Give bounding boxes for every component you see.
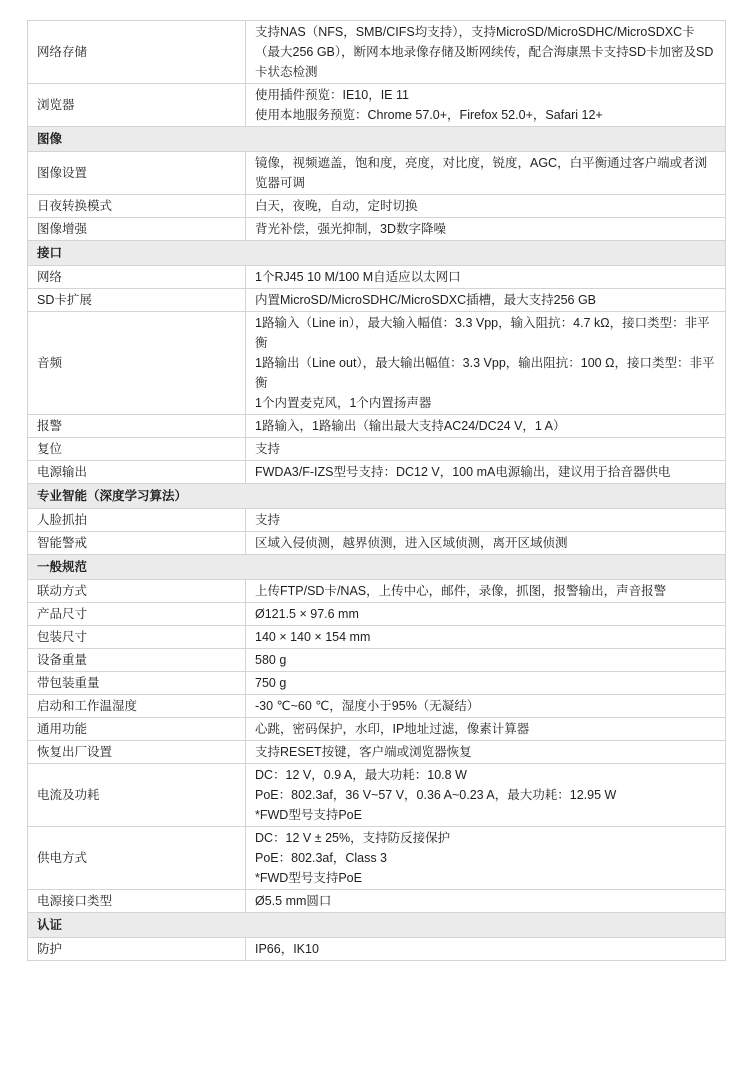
spec-label: 浏览器 (28, 84, 246, 127)
spec-value-line: DC：12 V，0.9 A，最大功耗：10.8 W (255, 768, 467, 782)
table-row (28, 152, 726, 195)
spec-value (246, 195, 726, 218)
spec-value (246, 672, 726, 695)
spec-value-line: 心跳，密码保护，水印，IP地址过滤，像素计算器 (255, 722, 530, 736)
spec-value-line: 背光补偿，强光抑制，3D数字降噪 (255, 222, 446, 236)
spec-value-line: -30 ℃~60 ℃，湿度小于95%（无凝结） (255, 699, 480, 713)
table-row (28, 415, 726, 438)
table-row (28, 218, 726, 241)
spec-value (246, 890, 726, 913)
spec-label: 电流及功耗 (28, 764, 246, 827)
table-row (28, 438, 726, 461)
spec-label: 产品尺寸 (28, 603, 246, 626)
spec-value-line: 1路输出（Line out），最大输出幅值：3.3 Vpp，输出阻抗：100 Ω，接口类型：非平衡 (255, 356, 715, 390)
spec-label: 启动和工作温湿度 (28, 695, 246, 718)
table-row (28, 938, 726, 961)
spec-value-line: 上传FTP/SD卡/NAS，上传中心，邮件，录像，抓图，报警输出，声音报警 (255, 584, 667, 598)
spec-value-line: 内置MicroSD/MicroSDHC/MicroSDXC插槽，最大支持256 GB (255, 293, 597, 307)
table-row (28, 718, 726, 741)
table-row (28, 603, 726, 626)
spec-label: 恢复出厂设置 (28, 741, 246, 764)
spec-value (246, 289, 726, 312)
table-row (28, 626, 726, 649)
spec-label: 网络 (28, 266, 246, 289)
spec-label: 报警 (28, 415, 246, 438)
spec-value-line: IP66，IK10 (255, 942, 319, 956)
table-row (28, 461, 726, 484)
spec-value (246, 580, 726, 603)
spec-label: 设备重量 (28, 649, 246, 672)
spec-label: 联动方式 (28, 580, 246, 603)
spec-value (246, 509, 726, 532)
spec-value (246, 718, 726, 741)
table-row (28, 84, 726, 127)
spec-value (246, 626, 726, 649)
spec-value-line: 支持 (255, 513, 281, 527)
spec-value (246, 218, 726, 241)
spec-label: SD卡扩展 (28, 289, 246, 312)
spec-value (246, 695, 726, 718)
spec-value (246, 266, 726, 289)
table-row (28, 827, 726, 890)
section-header: 接口 (28, 241, 726, 266)
spec-value-line: 140 × 140 × 154 mm (255, 630, 371, 644)
spec-table-body (28, 21, 726, 961)
section-row (28, 241, 726, 266)
spec-label: 网络存储 (28, 21, 246, 84)
section-row (28, 127, 726, 152)
spec-label: 电源输出 (28, 461, 246, 484)
spec-label: 音频 (28, 312, 246, 415)
spec-value-line: 1个RJ45 10 M/100 M自适应以太网口 (255, 270, 461, 284)
spec-value (246, 938, 726, 961)
spec-value-line: 镜像，视频遮盖，饱和度，亮度，对比度，锐度，AGC，白平衡通过客户端或者浏览器可调 (255, 156, 708, 190)
section-row (28, 913, 726, 938)
spec-value (246, 827, 726, 890)
table-row (28, 764, 726, 827)
spec-value (246, 415, 726, 438)
spec-value-line: PoE：802.3af，36 V~57 V，0.36 A~0.23 A，最大功耗：12.95 W (255, 788, 617, 802)
spec-value (246, 21, 726, 84)
spec-table (27, 20, 726, 961)
spec-value-line: FWDA3/F-IZS型号支持：DC12 V，100 mA电源输出，建议用于拾音器供电 (255, 465, 671, 479)
spec-label: 通用功能 (28, 718, 246, 741)
spec-value-line: Ø5.5 mm圆口 (255, 894, 332, 908)
spec-value-line: 使用本地服务预览：Chrome 57.0+，Firefox 52.0+，Safari 12+ (255, 108, 603, 122)
spec-label: 人脸抓拍 (28, 509, 246, 532)
table-row (28, 695, 726, 718)
spec-value-line: Ø121.5 × 97.6 mm (255, 607, 359, 621)
spec-value (246, 649, 726, 672)
spec-value-line: 580 g (255, 653, 287, 667)
table-row (28, 509, 726, 532)
spec-value-line: 区域入侵侦测，越界侦测，进入区域侦测，离开区域侦测 (255, 536, 568, 550)
spec-value-line: *FWD型号支持PoE (255, 808, 362, 822)
spec-value-line: 1路输入（Line in），最大输入幅值：3.3 Vpp，输入阻抗：4.7 kΩ，接口类型：非平衡 (255, 316, 710, 350)
spec-value-line: 白天，夜晚，自动，定时切换 (255, 199, 418, 213)
spec-label: 图像设置 (28, 152, 246, 195)
spec-value (246, 764, 726, 827)
section-header: 一般规范 (28, 555, 726, 580)
spec-label: 包装尺寸 (28, 626, 246, 649)
section-header: 专业智能（深度学习算法） (28, 484, 726, 509)
spec-value-line: 750 g (255, 676, 287, 690)
spec-label: 智能警戒 (28, 532, 246, 555)
spec-value (246, 603, 726, 626)
spec-value-line: DC：12 V ± 25%，支持防反接保护 (255, 831, 451, 845)
table-row (28, 741, 726, 764)
table-row (28, 312, 726, 415)
spec-value (246, 461, 726, 484)
spec-value-line: 1个内置麦克风，1个内置扬声器 (255, 396, 432, 410)
spec-value-line: PoE：802.3af，Class 3 (255, 851, 388, 865)
spec-value (246, 84, 726, 127)
spec-value-line: *FWD型号支持PoE (255, 871, 362, 885)
spec-value (246, 438, 726, 461)
table-row (28, 289, 726, 312)
section-row (28, 484, 726, 509)
table-row (28, 266, 726, 289)
spec-label: 带包装重量 (28, 672, 246, 695)
spec-label: 日夜转换模式 (28, 195, 246, 218)
spec-label: 图像增强 (28, 218, 246, 241)
table-row (28, 649, 726, 672)
spec-value (246, 152, 726, 195)
spec-label: 防护 (28, 938, 246, 961)
spec-label: 电源接口类型 (28, 890, 246, 913)
table-row (28, 195, 726, 218)
spec-value-line: 支持 (255, 442, 281, 456)
spec-value-line: 支持NAS（NFS，SMB/CIFS均支持），支持MicroSD/MicroSDHC/MicroSDXC卡（最大256 GB），断网本地录像存储及断网续传，配合海康黑卡支持SD卡加密及SD卡状态检测 (255, 25, 714, 79)
table-row (28, 890, 726, 913)
section-header: 图像 (28, 127, 726, 152)
spec-value-line: 1路输入，1路输出（输出最大支持AC24/DC24 V，1 A） (255, 419, 566, 433)
table-row (28, 672, 726, 695)
table-row (28, 21, 726, 84)
spec-value (246, 312, 726, 415)
spec-value-line: 使用插件预览：IE10，IE 11 (255, 88, 409, 102)
spec-value-line: 支持RESET按键，客户端或浏览器恢复 (255, 745, 472, 759)
table-row (28, 532, 726, 555)
spec-value (246, 741, 726, 764)
spec-value (246, 532, 726, 555)
section-header: 认证 (28, 913, 726, 938)
table-row (28, 580, 726, 603)
spec-label: 供电方式 (28, 827, 246, 890)
section-row (28, 555, 726, 580)
spec-label: 复位 (28, 438, 246, 461)
